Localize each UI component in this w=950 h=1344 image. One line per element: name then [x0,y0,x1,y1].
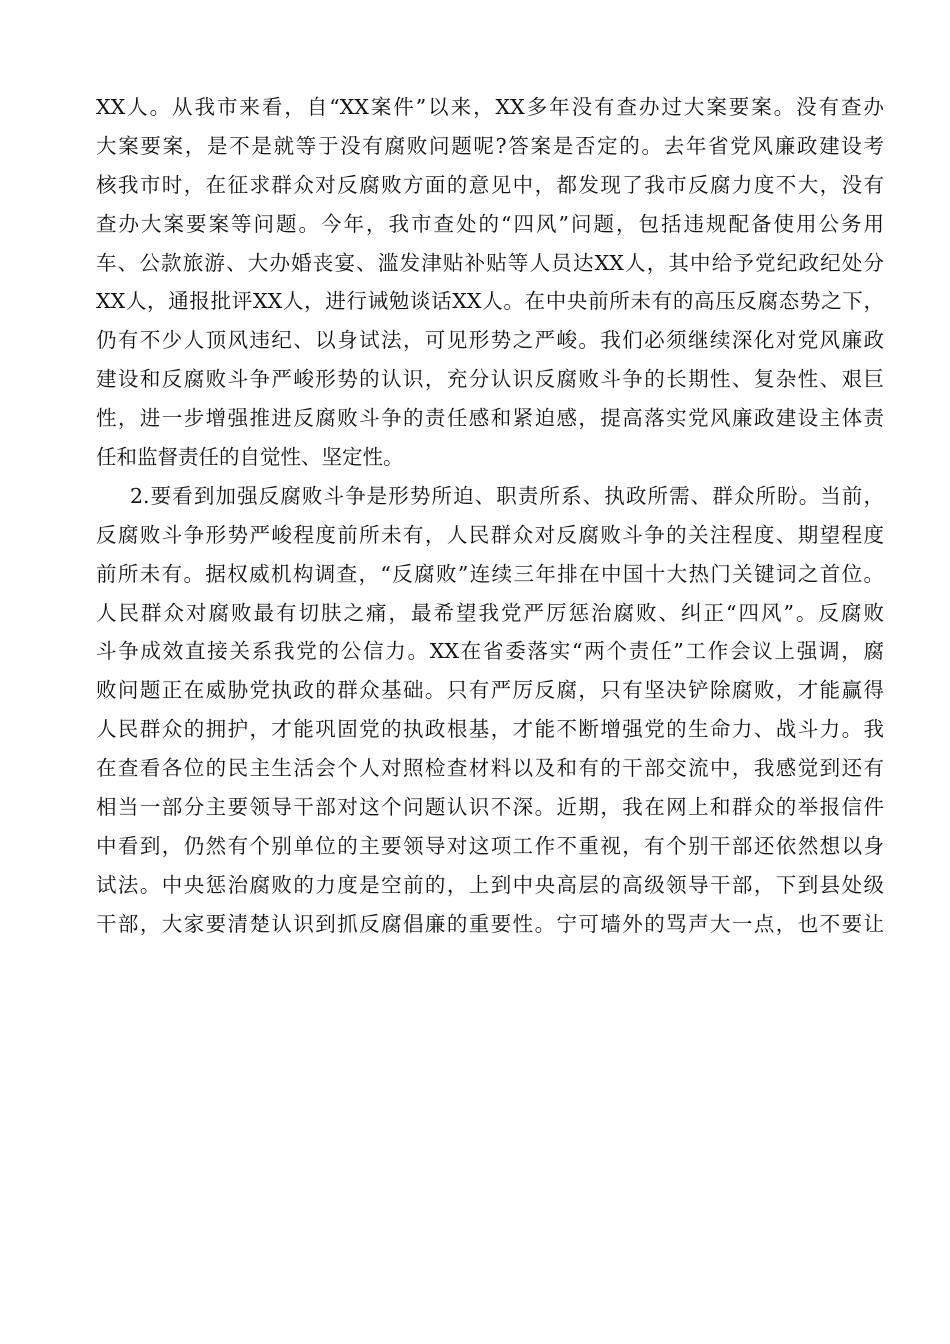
text-line: XX人。从我市来看，自“XX案件”以来，XX多年没有查办过大案要案。没有查办 [96,95,884,119]
text-line: 反腐败斗争形势严峻程度前所未有，人民群众对反腐败斗争的关注程度、期望程度 [96,522,884,547]
text-line: 性，进一步增强推进反腐败斗争的责任感和紧迫感，提高落实党风廉政建设主体责 [96,406,884,431]
text-line: XX人，通报批评XX人，进行诫勉谈话XX人。在中央前所未有的高压反腐态势之下， [96,289,884,314]
text-line: 干部，大家要清楚认识到抓反腐倡廉的重要性。宁可墙外的骂声大一点，也不要让 [96,911,884,936]
text-line: 试法。中央惩治腐败的力度是空前的，上到中央高层的高级领导干部，下到县处级 [96,872,884,897]
body-text [96,88,884,944]
text-line: 车、公款旅游、大办婚丧宴、滥发津贴补贴等人员达XX人，其中给予党纪政纪处分 [96,250,884,275]
text-line: 中看到，仍然有个别单位的主要领导对这项工作不重视，有个别干部还依然想以身 [96,833,884,858]
text-line: 人民群众的拥护，才能巩固党的执政根基，才能不断增强党的生命力、战斗力。我 [96,717,884,742]
text-line: 建设和反腐败斗争严峻形势的认识，充分认识反腐败斗争的长期性、复杂性、艰巨 [96,367,884,392]
text-line: 2.要看到加强反腐败斗争是形势所迫、职责所系、执政所需、群众所盼。当前， [130,483,884,508]
text-line: 核我市时，在征求群众对反腐败方面的意见中，都发现了我市反腐力度不大，没有 [96,172,884,197]
text-line: 大案要案，是不是就等于没有腐败问题呢?答案是否定的。去年省党风廉政建设考 [96,133,884,158]
text-line: 查办大案要案等问题。今年，我市查处的“四风”问题，包括违规配备使用公务用 [96,211,884,236]
text-line: 在查看各位的民主生活会个人对照检查材料以及和有的干部交流中，我感觉到还有 [96,756,884,781]
text-line: 前所未有。据权威机构调查，“反腐败”连续三年排在中国十大热门关键词之首位。 [96,561,884,586]
paragraph-2 [96,477,884,944]
text-line: 相当一部分主要领导干部对这个问题认识不深。近期，我在网上和群众的举报信件 [96,795,884,820]
paragraph-1 [96,88,884,477]
text-line: 败问题正在威胁党执政的群众基础。只有严厉反腐，只有坚决铲除腐败，才能赢得 [96,678,884,703]
text-line: 任和监督责任的自觉性、坚定性。 [96,445,404,470]
text-line: 斗争成效直接关系我党的公信力。XX在省委落实“两个责任”工作会议上强调，腐 [96,639,884,664]
text-line: 仍有不少人顶风违纪、以身试法，可见形势之严峻。我们必须继续深化对党风廉政 [96,328,884,353]
text-line: 人民群众对腐败最有切肤之痛，最希望我党严厉惩治腐败、纠正“四风”。反腐败 [96,600,884,625]
